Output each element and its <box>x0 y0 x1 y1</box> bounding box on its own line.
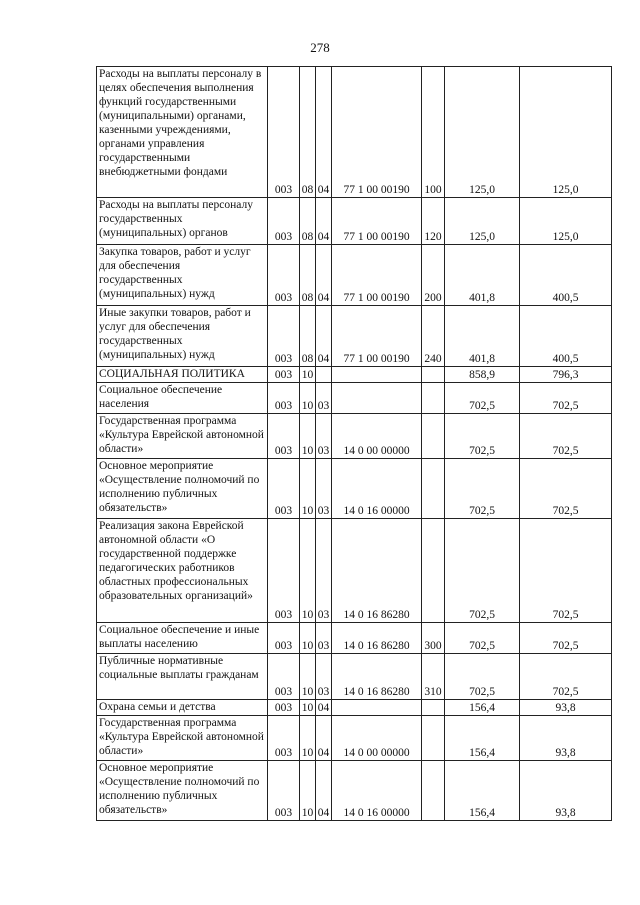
row-name-cell <box>97 198 268 245</box>
row-name: Основное мероприятие «Осуществление полномочий по исполнению публичных обязательств» <box>99 762 260 816</box>
sum2-cell: 125,0 <box>520 67 612 198</box>
ministry-cell: 003 <box>268 700 300 716</box>
target-cell: 77 1 00 00190 <box>332 198 422 245</box>
target-cell: 77 1 00 00190 <box>332 67 422 198</box>
row-name: Основное мероприятие «Осуществление полномочий по исполнению публичных обязательств» <box>99 460 260 514</box>
sum1-cell: 125,0 <box>445 67 520 198</box>
kind-cell <box>422 761 445 821</box>
section-cell: 10 <box>300 700 316 716</box>
table-row <box>97 519 612 623</box>
row-name-cell <box>97 700 268 716</box>
sum2-cell: 93,8 <box>520 761 612 821</box>
sum1-cell: 702,5 <box>445 414 520 459</box>
row-name: СОЦИАЛЬНАЯ ПОЛИТИКА <box>99 368 245 380</box>
sum2-cell: 93,8 <box>520 716 612 761</box>
row-name: Охрана семьи и детства <box>99 701 216 713</box>
table-row <box>97 67 612 198</box>
sum2-cell: 125,0 <box>520 198 612 245</box>
ministry-cell: 003 <box>268 654 300 700</box>
ministry-cell: 003 <box>268 716 300 761</box>
row-name: Государственная программа «Культура Еврейской автономной области» <box>99 717 264 757</box>
ministry-cell: 003 <box>268 761 300 821</box>
section-cell: 10 <box>300 716 316 761</box>
sum2-cell: 702,5 <box>520 383 612 414</box>
target-cell: 14 0 00 00000 <box>332 414 422 459</box>
table-row <box>97 623 612 654</box>
row-name: Социальное обеспечение и иные выплаты населению <box>99 624 260 650</box>
sum1-cell: 702,5 <box>445 383 520 414</box>
kind-cell <box>422 519 445 623</box>
sum1-cell: 702,5 <box>445 519 520 623</box>
kind-cell <box>422 716 445 761</box>
subsection-cell: 03 <box>316 459 332 519</box>
ministry-cell: 003 <box>268 519 300 623</box>
row-name-cell <box>97 245 268 306</box>
row-name-cell <box>97 716 268 761</box>
kind-cell <box>422 383 445 414</box>
ministry-cell: 003 <box>268 306 300 367</box>
subsection-cell: 04 <box>316 67 332 198</box>
subsection-cell: 04 <box>316 245 332 306</box>
kind-cell <box>422 459 445 519</box>
sum2-cell: 702,5 <box>520 654 612 700</box>
section-cell: 10 <box>300 383 316 414</box>
sum2-cell: 702,5 <box>520 519 612 623</box>
row-name: Реализация закона Еврейской автономной области «О государственной поддержке педагогических работников областных профессиональных образовательных организаций» <box>99 520 253 602</box>
table-row <box>97 198 612 245</box>
target-cell: 14 0 00 00000 <box>332 716 422 761</box>
section-cell: 08 <box>300 306 316 367</box>
sum1-cell: 156,4 <box>445 716 520 761</box>
target-cell: 14 0 16 00000 <box>332 459 422 519</box>
row-name-cell <box>97 306 268 367</box>
target-cell: 14 0 16 86280 <box>332 654 422 700</box>
ministry-cell: 003 <box>268 414 300 459</box>
section-cell: 10 <box>300 623 316 654</box>
target-cell <box>332 383 422 414</box>
table-row <box>97 306 612 367</box>
sum2-cell: 702,5 <box>520 414 612 459</box>
sum2-cell: 400,5 <box>520 245 612 306</box>
kind-cell <box>422 700 445 716</box>
table-row <box>97 383 612 414</box>
ministry-cell: 003 <box>268 245 300 306</box>
sum2-cell: 702,5 <box>520 459 612 519</box>
row-name-cell <box>97 654 268 700</box>
row-name-cell <box>97 623 268 654</box>
row-name: Расходы на выплаты персоналу государственных (муниципальных) органов <box>99 199 253 239</box>
sum2-cell: 400,5 <box>520 306 612 367</box>
kind-cell <box>422 367 445 383</box>
table-row <box>97 700 612 716</box>
sum1-cell: 156,4 <box>445 700 520 716</box>
kind-cell: 310 <box>422 654 445 700</box>
section-cell: 10 <box>300 519 316 623</box>
section-cell: 10 <box>300 654 316 700</box>
target-cell <box>332 367 422 383</box>
sum1-cell: 702,5 <box>445 623 520 654</box>
sum1-cell: 156,4 <box>445 761 520 821</box>
page-number: 278 <box>310 40 330 55</box>
row-name: Иные закупки товаров, работ и услуг для обеспечения государственных (муниципальных) нужд <box>99 307 251 361</box>
section-cell: 10 <box>300 459 316 519</box>
sum1-cell: 401,8 <box>445 245 520 306</box>
subsection-cell: 04 <box>316 306 332 367</box>
target-cell: 77 1 00 00190 <box>332 306 422 367</box>
kind-cell: 300 <box>422 623 445 654</box>
budget-table <box>96 66 612 821</box>
sum1-cell: 125,0 <box>445 198 520 245</box>
row-name: Закупка товаров, работ и услуг для обеспечения государственных (муниципальных) нужд <box>99 246 251 300</box>
section-cell: 10 <box>300 414 316 459</box>
kind-cell <box>422 414 445 459</box>
kind-cell: 240 <box>422 306 445 367</box>
section-cell: 10 <box>300 367 316 383</box>
table-body <box>97 67 612 821</box>
table-row <box>97 459 612 519</box>
table-row <box>97 761 612 821</box>
target-cell: 14 0 16 00000 <box>332 761 422 821</box>
sum1-cell: 702,5 <box>445 459 520 519</box>
subsection-cell: 03 <box>316 383 332 414</box>
row-name-cell <box>97 383 268 414</box>
row-name: Социальное обеспечение населения <box>99 384 223 410</box>
row-name: Расходы на выплаты персоналу в целях обеспечения выполнения функций государственными (муниципальными) органами, казенными учреждениями, органами управления государственными внебюджетными фондами <box>99 68 262 178</box>
target-cell: 77 1 00 00190 <box>332 245 422 306</box>
row-name-cell <box>97 367 268 383</box>
table-row <box>97 367 612 383</box>
row-name-cell <box>97 761 268 821</box>
kind-cell: 200 <box>422 245 445 306</box>
ministry-cell: 003 <box>268 198 300 245</box>
table-row <box>97 245 612 306</box>
subsection-cell: 03 <box>316 414 332 459</box>
subsection-cell: 03 <box>316 519 332 623</box>
subsection-cell: 04 <box>316 761 332 821</box>
sum1-cell: 401,8 <box>445 306 520 367</box>
kind-cell: 100 <box>422 67 445 198</box>
sum1-cell: 702,5 <box>445 654 520 700</box>
subsection-cell: 04 <box>316 716 332 761</box>
ministry-cell: 003 <box>268 367 300 383</box>
row-name: Государственная программа «Культура Еврейской автономной области» <box>99 415 264 455</box>
sum2-cell: 702,5 <box>520 623 612 654</box>
subsection-cell: 04 <box>316 700 332 716</box>
table-row <box>97 716 612 761</box>
section-cell: 08 <box>300 245 316 306</box>
table-row <box>97 654 612 700</box>
row-name-cell <box>97 67 268 198</box>
sum1-cell: 858,9 <box>445 367 520 383</box>
row-name-cell <box>97 459 268 519</box>
subsection-cell: 04 <box>316 198 332 245</box>
ministry-cell: 003 <box>268 623 300 654</box>
table-row <box>97 414 612 459</box>
kind-cell: 120 <box>422 198 445 245</box>
section-cell: 10 <box>300 761 316 821</box>
subsection-cell: 03 <box>316 623 332 654</box>
row-name: Публичные нормативные социальные выплаты гражданам <box>99 655 259 681</box>
ministry-cell: 003 <box>268 459 300 519</box>
sum2-cell: 93,8 <box>520 700 612 716</box>
sum2-cell: 796,3 <box>520 367 612 383</box>
target-cell: 14 0 16 86280 <box>332 623 422 654</box>
subsection-cell <box>316 367 332 383</box>
ministry-cell: 003 <box>268 383 300 414</box>
row-name-cell <box>97 519 268 623</box>
section-cell: 08 <box>300 67 316 198</box>
ministry-cell: 003 <box>268 67 300 198</box>
target-cell: 14 0 16 86280 <box>332 519 422 623</box>
subsection-cell: 03 <box>316 654 332 700</box>
target-cell <box>332 700 422 716</box>
section-cell: 08 <box>300 198 316 245</box>
row-name-cell <box>97 414 268 459</box>
